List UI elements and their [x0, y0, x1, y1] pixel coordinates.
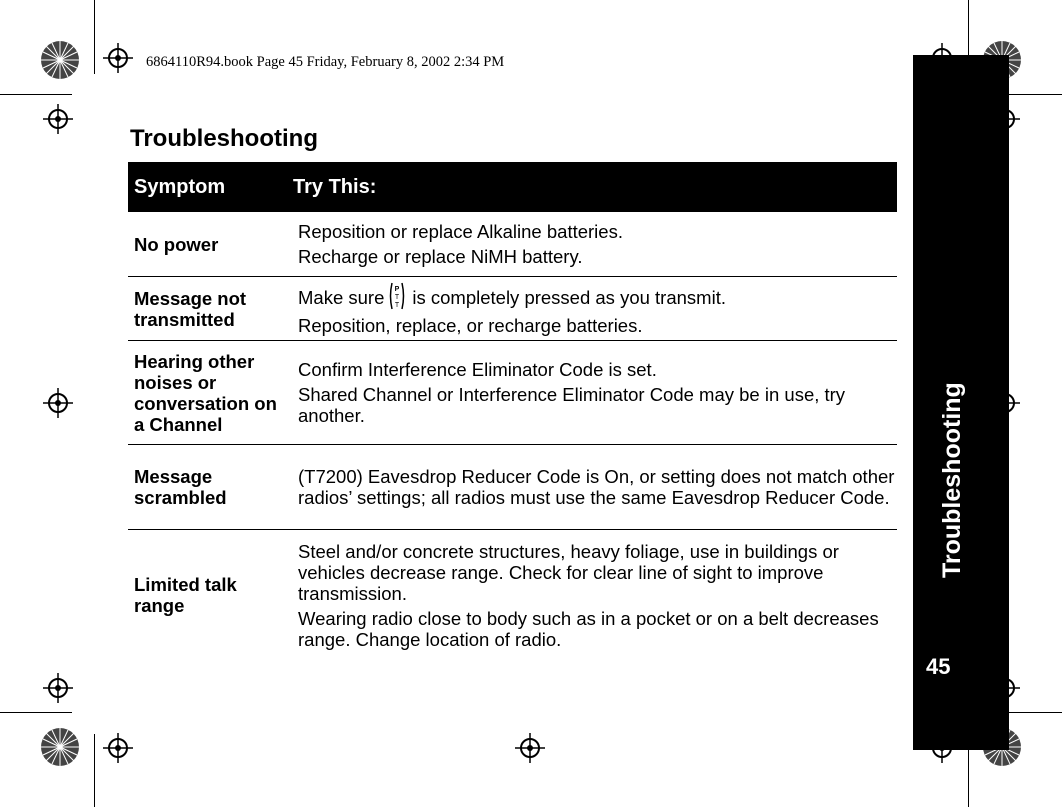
fix-text: (T7200) Eavesdrop Reducer Code is On, or setting does not match other radios’ settings; all radios must use the same Eavesdrop Reducer Code.	[298, 466, 895, 508]
table-row	[128, 530, 897, 661]
fix-cell	[291, 341, 897, 445]
header-symptom: Symptom	[128, 162, 291, 212]
page-number: 45	[926, 654, 951, 679]
fix-text: Reposition or replace Alkaline batteries.	[298, 221, 623, 242]
table-row	[128, 212, 897, 277]
registration-mark-icon	[103, 733, 133, 763]
crop-mark	[94, 734, 95, 807]
crop-mark	[0, 712, 72, 713]
book-header: 6864110R94.book Page 45 Friday, February 8, 2002 2:34 PM	[146, 54, 505, 70]
registration-mark-icon	[515, 733, 545, 763]
page-title: Troubleshooting	[130, 125, 318, 152]
starburst-target-icon	[40, 727, 80, 767]
side-tab-label: Troubleshooting	[938, 382, 966, 578]
table-header-row	[128, 162, 897, 212]
fix-text: Steel and/or concrete structures, heavy foliage, use in buildings or vehicles decrease range. Check for clear line of sight to improve transmission.	[298, 540, 839, 604]
svg-text:P: P	[395, 286, 400, 293]
symptom-cell: Hearing other noises or conversation on a Channel	[128, 341, 291, 445]
table-row	[128, 277, 897, 341]
starburst-target-icon	[40, 40, 80, 80]
fix-text: Shared Channel or Interference Eliminator Code may be in use, try another.	[298, 384, 846, 426]
registration-mark-icon	[43, 104, 73, 134]
ptt-button-icon	[388, 281, 406, 311]
troubleshooting-table	[128, 162, 897, 660]
svg-text:T: T	[395, 302, 400, 309]
header-try-this: Try This:	[291, 162, 897, 212]
symptom-cell: No power	[134, 233, 219, 255]
fix-cell	[291, 530, 897, 661]
fix-text: Confirm Interference Eliminator Code is set.	[298, 359, 657, 380]
table-row	[128, 445, 897, 530]
fix-text	[298, 281, 897, 311]
fix-cell	[291, 212, 897, 277]
table-row	[128, 341, 897, 445]
fix-cell	[291, 277, 897, 341]
registration-mark-icon	[43, 673, 73, 703]
crop-mark	[94, 0, 95, 74]
registration-mark-icon	[103, 43, 133, 73]
fix-text: Reposition, replace, or recharge batteries.	[298, 315, 643, 336]
fix-text: Wearing radio close to body such as in a pocket or on a belt decreases range. Change location of radio.	[298, 607, 879, 650]
fix-cell	[291, 445, 897, 530]
symptom-cell: Message scrambled	[128, 445, 291, 530]
fix-text-before-icon: Make sure	[298, 287, 385, 308]
crop-mark	[0, 94, 72, 95]
fix-text: Recharge or replace NiMH battery.	[298, 246, 583, 267]
symptom-cell: Limited talk range	[128, 530, 291, 661]
svg-text:T: T	[395, 294, 400, 301]
fix-text-after-icon: is completely pressed as you transmit.	[412, 287, 726, 308]
symptom-cell: Message not transmitted	[128, 277, 291, 341]
registration-mark-icon	[43, 388, 73, 418]
